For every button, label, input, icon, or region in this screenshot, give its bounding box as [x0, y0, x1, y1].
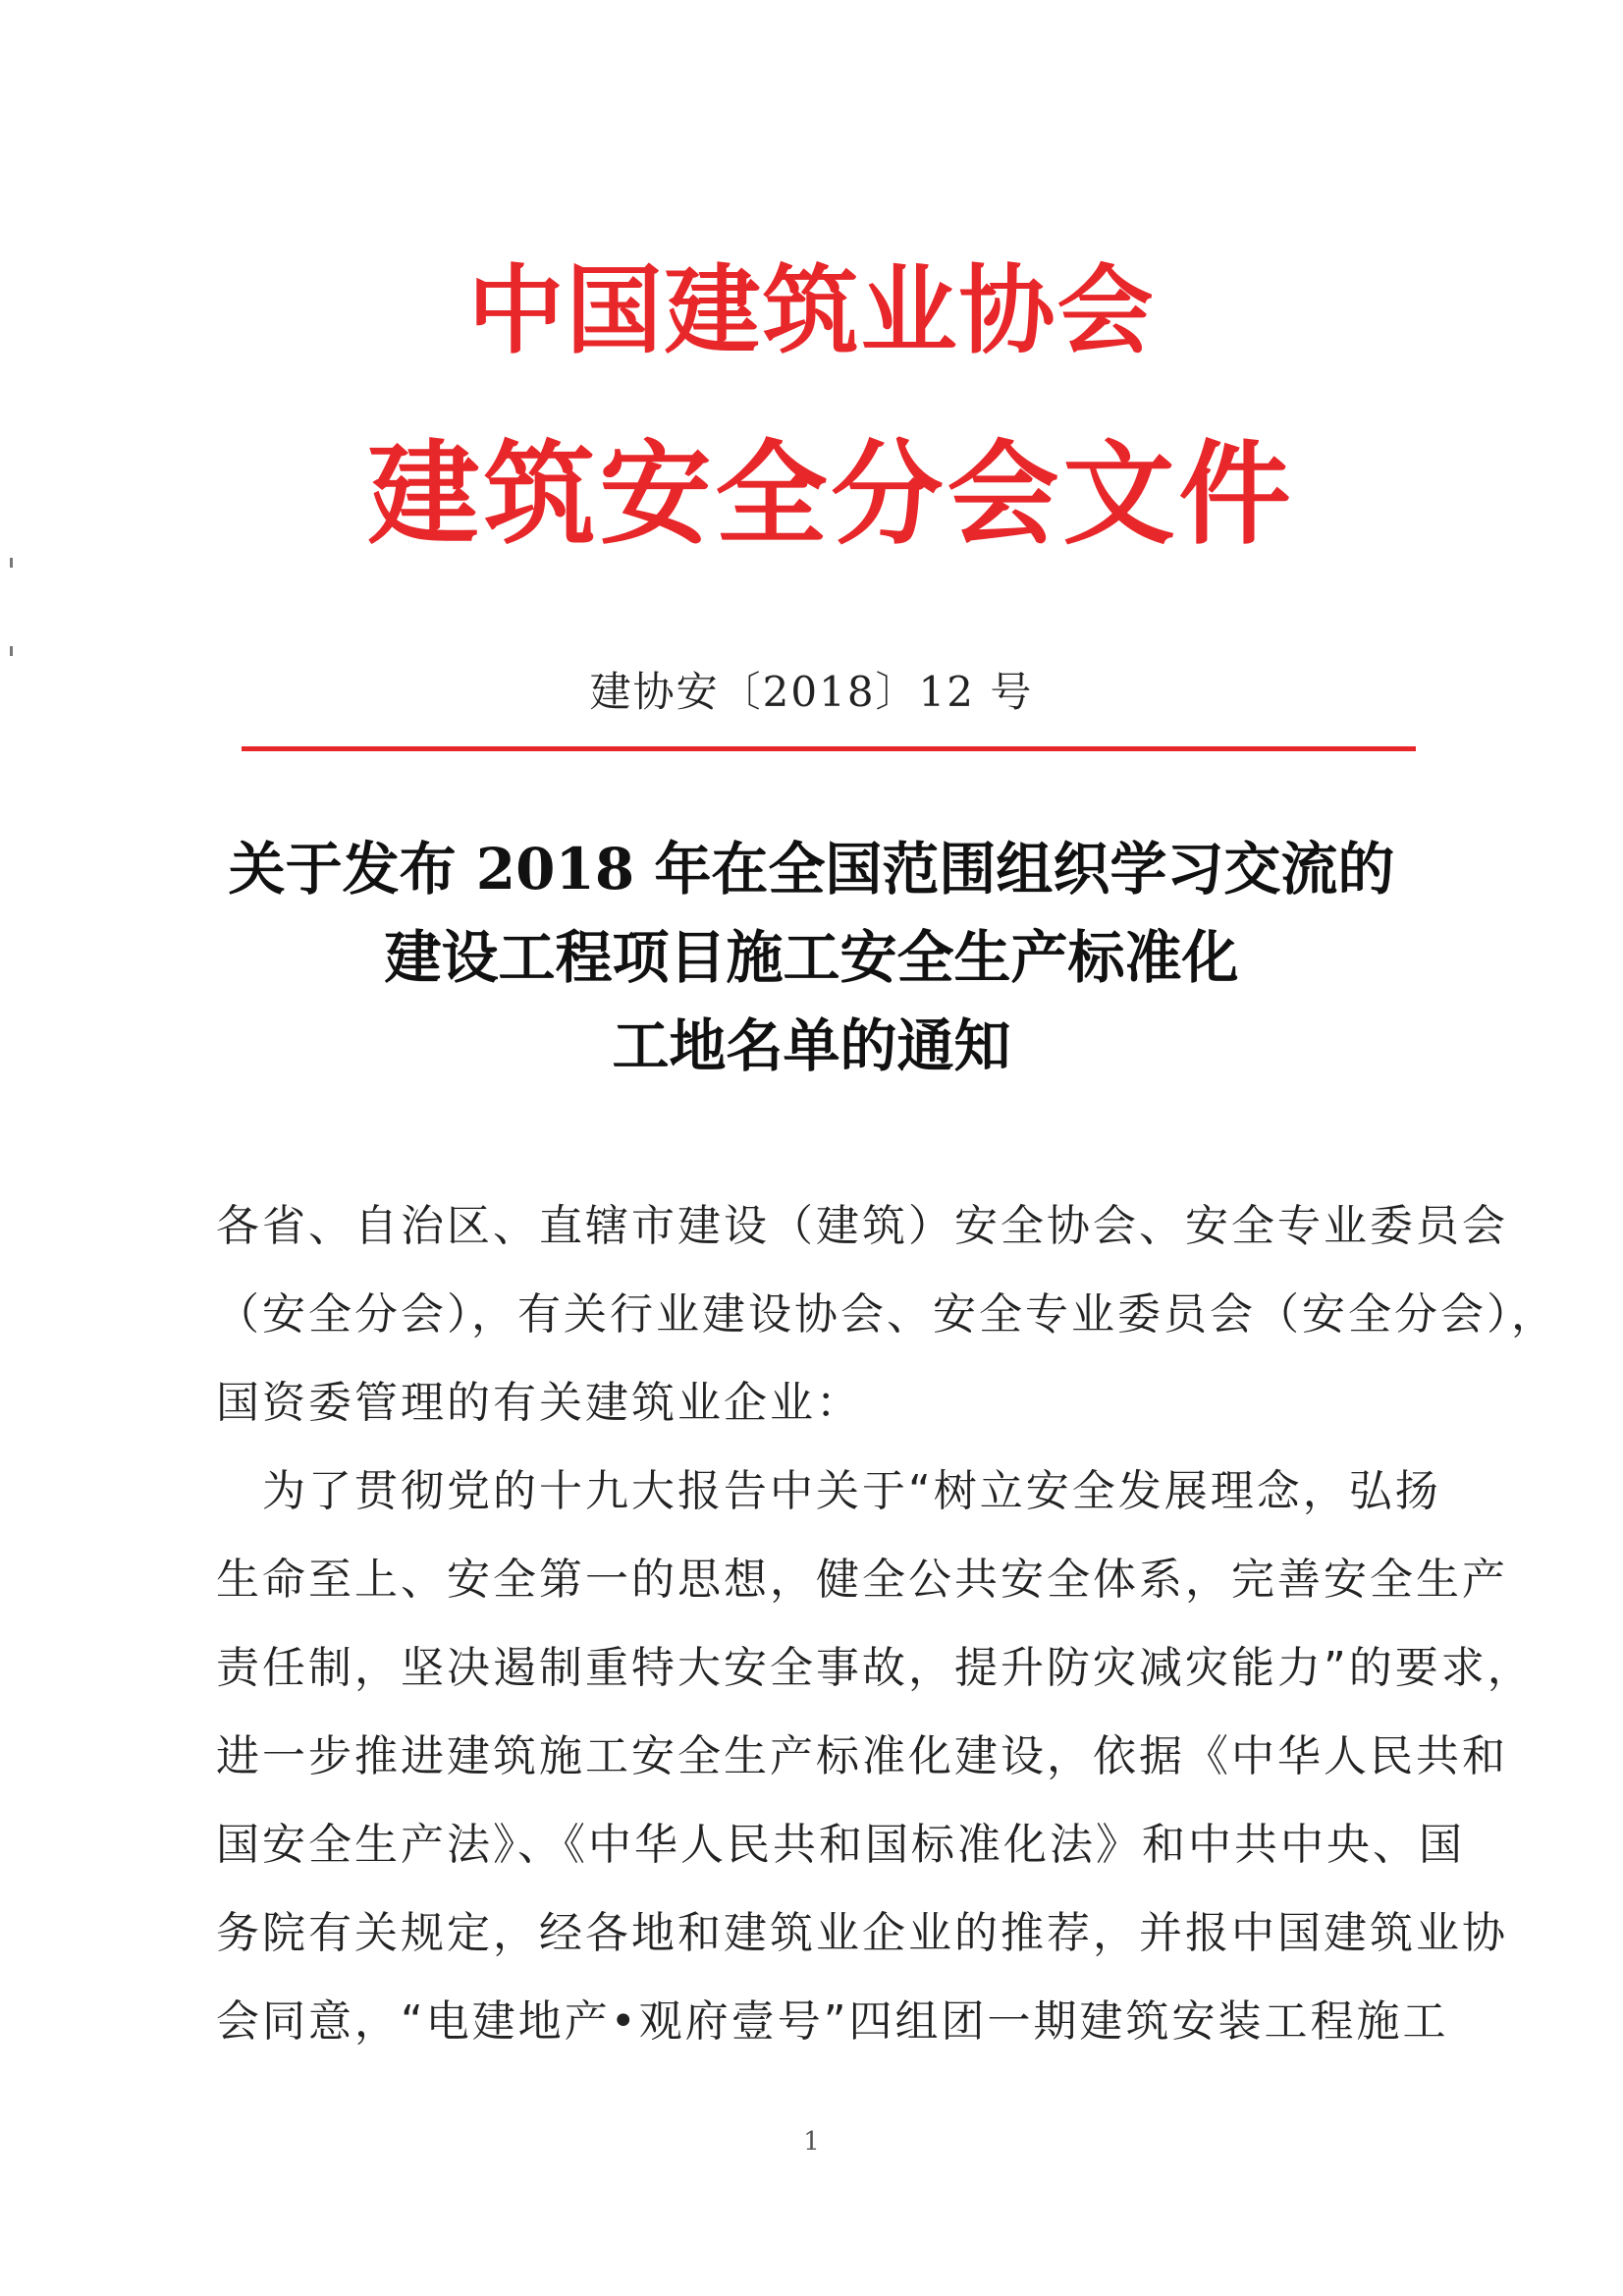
- issuer-header-line-1: 中国建筑业协会: [467, 255, 1156, 367]
- red-divider-rule: [242, 746, 1416, 751]
- body-line: （安全分会），有关行业建设协会、安全专业委员会（安全分会），: [216, 1289, 1557, 1339]
- body-line: 国安全生产法》、《中华人民共和国标准化法》和中共中央、国: [216, 1820, 1465, 1870]
- document-number: 建协安〔2018〕12 号: [589, 668, 1034, 716]
- title-line-2: 建设工程项目施工安全生产标准化: [384, 924, 1239, 991]
- body-line: 各省、自治区、直辖市建设（建筑）安全协会、安全专业委员会: [216, 1201, 1508, 1251]
- body-line: 务院有关规定，经各地和建筑业企业的推荐，并报中国建筑业协: [216, 1908, 1508, 1958]
- body-line: 生命至上、安全第一的思想，健全公共安全体系，完善安全生产: [216, 1555, 1508, 1605]
- body-line: 会同意，“电建地产•观府壹号”四组团一期建筑安装工程施工: [216, 1996, 1449, 2047]
- body-line: 进一步推进建筑施工安全生产标准化建设，依据《中华人民共和: [216, 1731, 1508, 1781]
- title-line-3: 工地名单的通知: [612, 1012, 1011, 1079]
- body-line: 国资委管理的有关建筑业企业：: [216, 1378, 862, 1428]
- page-number: 1: [803, 2127, 820, 2157]
- issuer-header-line-2: 建筑安全分会文件: [367, 429, 1295, 560]
- body-line: 责任制，坚决遏制重特大安全事故，提升防灾减灾能力”的要求，: [216, 1643, 1534, 1693]
- scan-mark: [10, 646, 13, 656]
- body-line: 为了贯彻党的十九大报告中关于“树立安全发展理念，弘扬: [216, 1466, 1441, 1516]
- title-line-1: 关于发布 2018 年在全国范围组织学习交流的: [228, 836, 1395, 902]
